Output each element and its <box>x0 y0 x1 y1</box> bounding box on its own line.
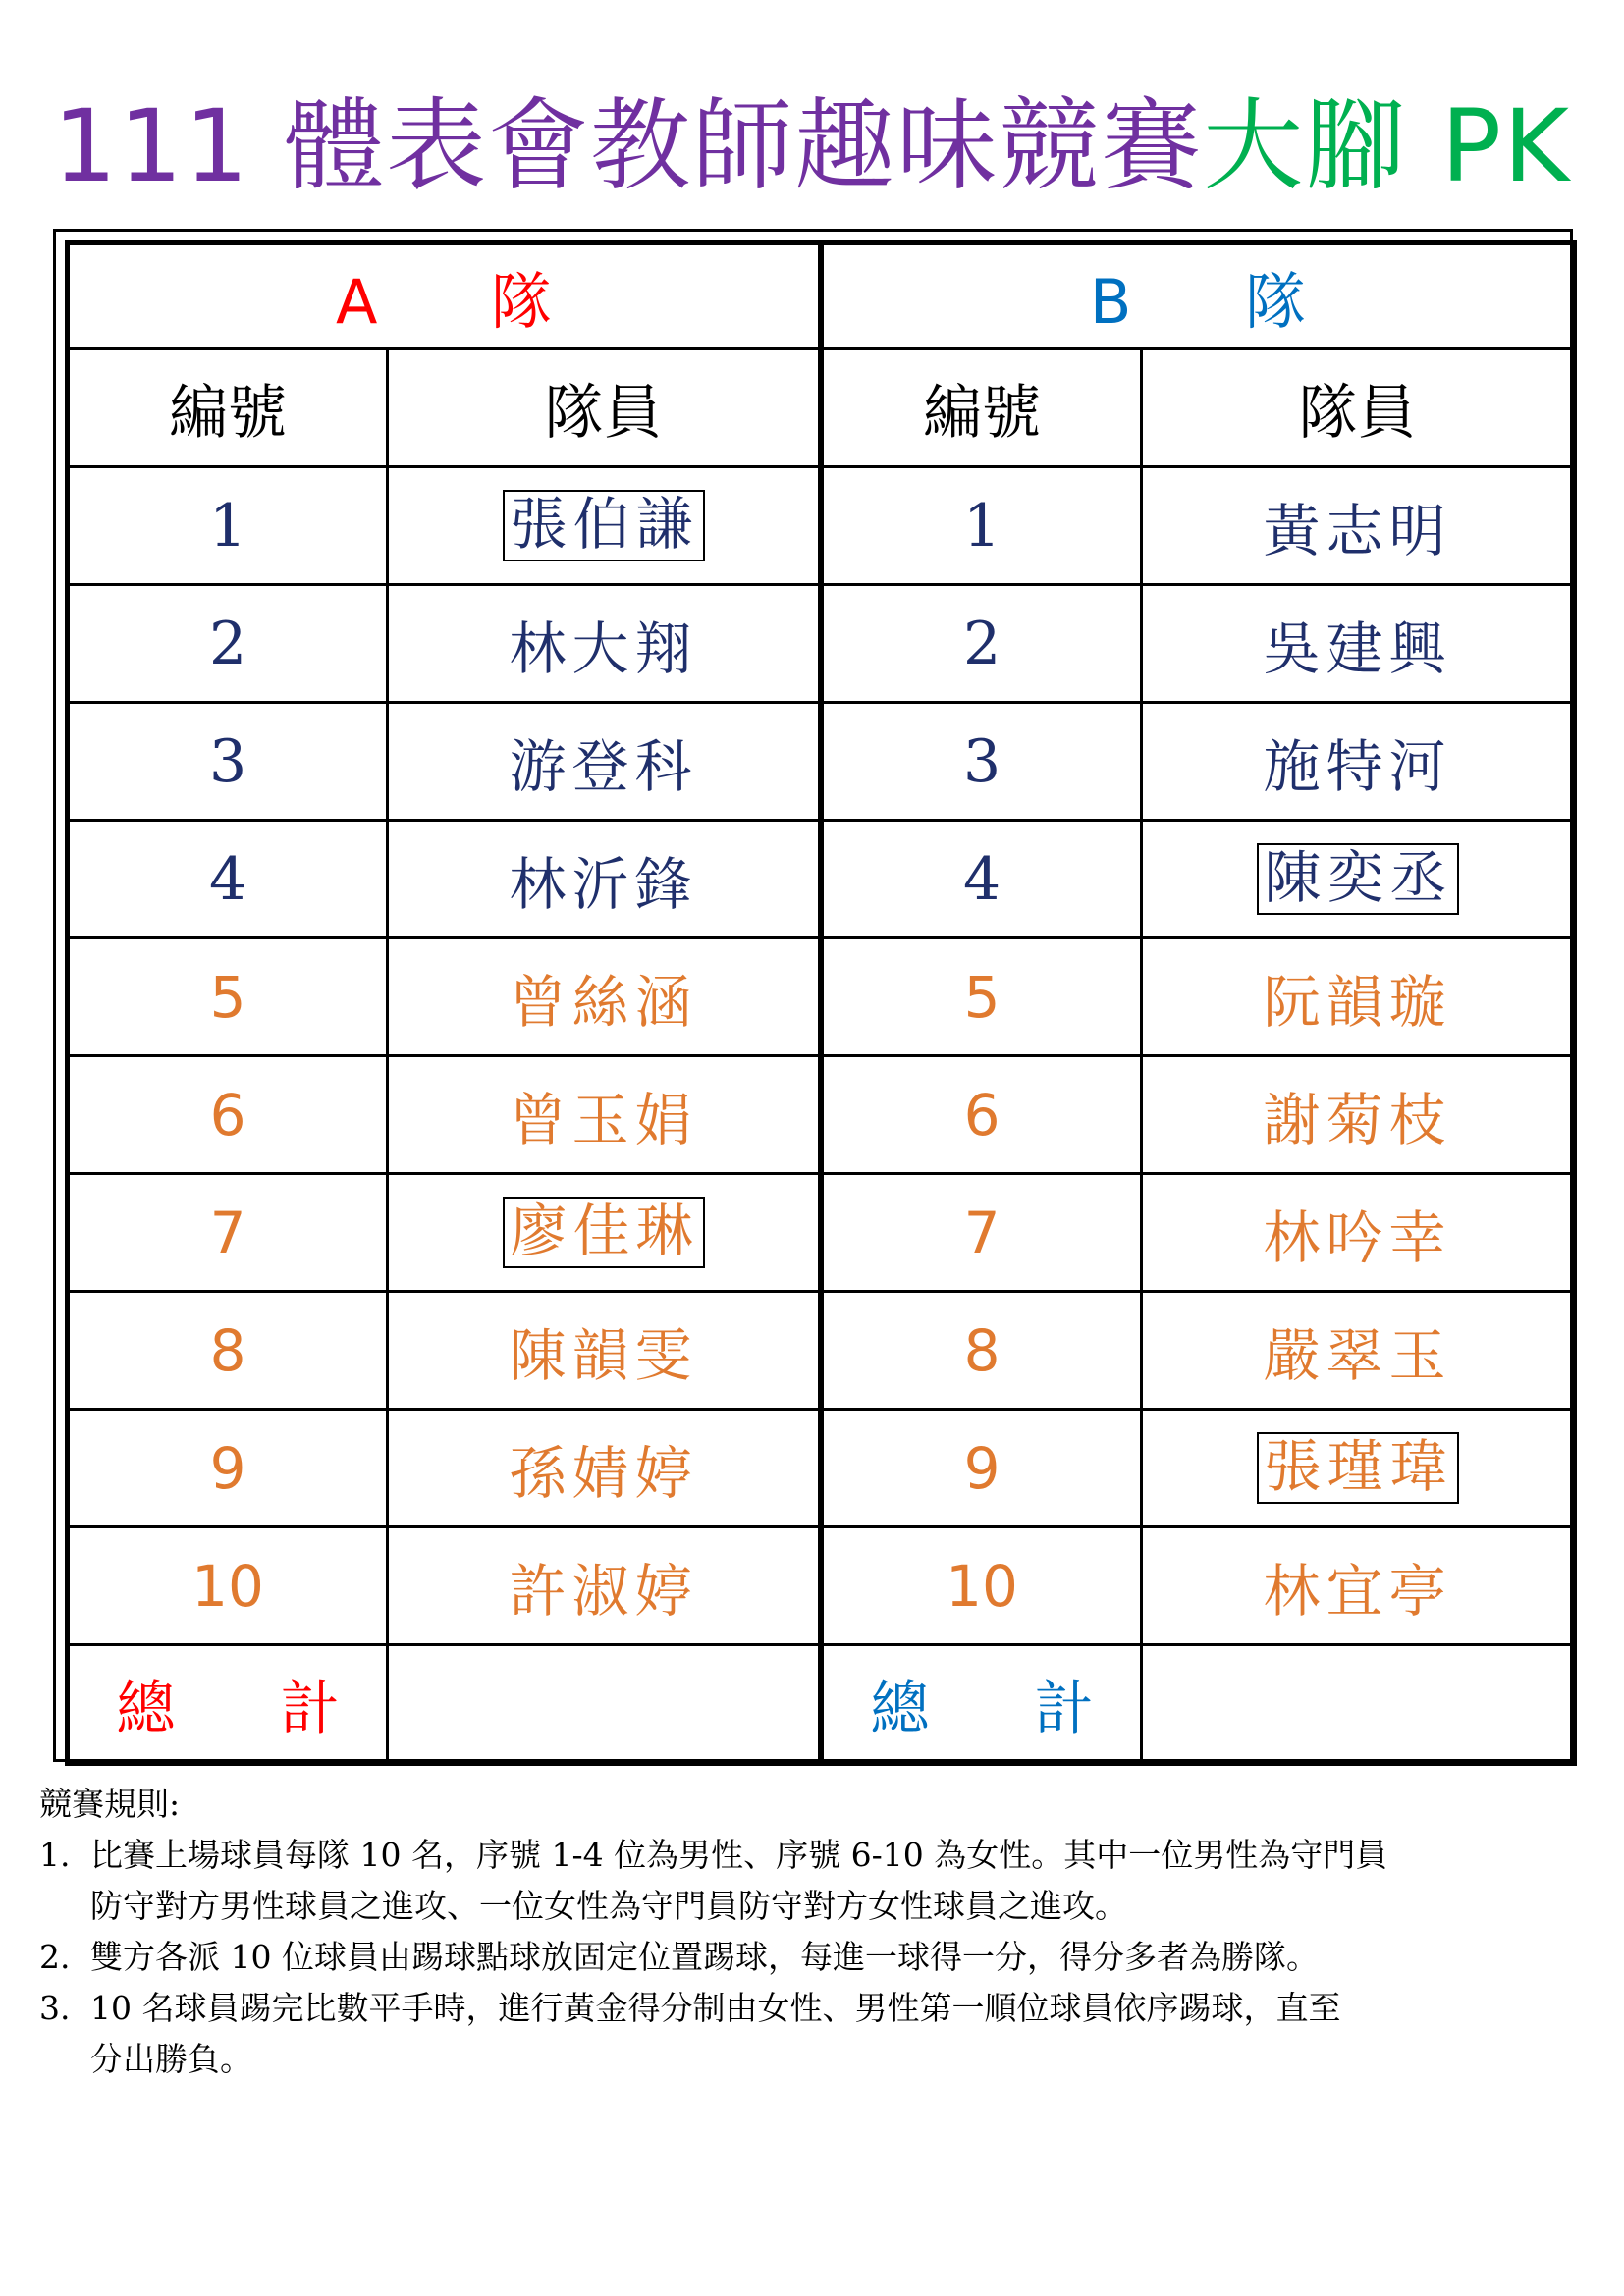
rule-item <box>39 1932 1591 1983</box>
team-a-rows <box>68 467 821 1645</box>
table-row <box>822 1292 1575 1410</box>
member-name: 施特河 <box>1263 732 1452 800</box>
table-row <box>822 1174 1575 1292</box>
rule-number: 3. <box>39 1989 71 2027</box>
member-name-cell <box>1142 585 1575 703</box>
rules-heading: 競賽規則: <box>39 1785 181 1823</box>
rule-number: 2. <box>39 1938 71 1976</box>
team-b-table <box>819 240 1577 1766</box>
member-name: 曾玉娟 <box>509 1086 698 1153</box>
team-a-number-header: 編號 <box>68 349 388 467</box>
table-row <box>68 467 821 585</box>
team-b-rows <box>822 467 1575 1645</box>
table-row <box>822 821 1575 938</box>
title-main: 111 體表會教師趣味競賽 <box>53 88 1204 205</box>
member-name: 游登科 <box>509 732 698 800</box>
member-name: 孫婧婷 <box>509 1439 698 1507</box>
goalkeeper-name: 張伯謙 <box>503 490 705 562</box>
member-name: 黃志明 <box>1263 497 1452 564</box>
member-name-cell <box>388 467 821 585</box>
member-name-cell <box>1142 1174 1575 1292</box>
member-name-cell <box>388 1174 821 1292</box>
rule-item <box>39 1983 1591 2085</box>
team-a-header: A 隊 <box>68 243 821 349</box>
member-name: 陳韻雯 <box>509 1321 698 1389</box>
member-number: 4 <box>822 821 1142 938</box>
title-pk: 大腳 PK <box>1203 88 1571 205</box>
rule-text-line: 10 名球員踢完比數平手時，進行黃金得分制由女性、男性第一順位球員依序踢球，直至 <box>90 1989 1341 2027</box>
goalkeeper-name: 陳奕丞 <box>1257 843 1459 916</box>
member-number: 8 <box>68 1292 388 1410</box>
table-row <box>68 1174 821 1292</box>
member-name-cell <box>1142 1527 1575 1645</box>
member-number: 1 <box>822 467 1142 585</box>
member-name: 許淑婷 <box>509 1557 698 1625</box>
member-name-cell <box>1142 1292 1575 1410</box>
table-row <box>68 1527 821 1645</box>
member-name-cell <box>388 1292 821 1410</box>
member-name: 林大翔 <box>509 614 698 682</box>
team-a-total-label: 總 計 <box>68 1645 388 1764</box>
member-number: 7 <box>68 1174 388 1292</box>
member-name-cell <box>388 1410 821 1527</box>
member-name-cell <box>388 1056 821 1174</box>
member-number: 2 <box>68 585 388 703</box>
member-number: 5 <box>822 938 1142 1056</box>
team-b-header: B 隊 <box>822 243 1575 349</box>
team-a-table <box>65 240 823 1766</box>
table-row <box>822 1527 1575 1645</box>
table-row <box>822 703 1575 821</box>
member-number: 10 <box>822 1527 1142 1645</box>
member-name-cell <box>1142 1410 1575 1527</box>
table-row <box>822 1410 1575 1527</box>
table-row <box>822 1056 1575 1174</box>
member-name-cell <box>1142 467 1575 585</box>
competition-rules <box>39 1779 1591 2085</box>
member-name: 阮韻璇 <box>1263 968 1452 1036</box>
table-row <box>68 703 821 821</box>
team-b-total-label: 總 計 <box>822 1645 1142 1764</box>
member-name-cell <box>1142 938 1575 1056</box>
goalkeeper-name: 張瑾瑋 <box>1257 1432 1459 1505</box>
member-number: 1 <box>68 467 388 585</box>
member-number: 3 <box>68 703 388 821</box>
table-row <box>68 821 821 938</box>
member-number: 9 <box>68 1410 388 1527</box>
member-name: 林宜亭 <box>1263 1557 1452 1625</box>
table-row <box>68 1056 821 1174</box>
rule-item <box>39 1830 1591 1932</box>
member-number: 9 <box>822 1410 1142 1527</box>
rule-text-line: 防守對方男性球員之進攻、一位女性為守門員防守對方女性球員之進攻。 <box>90 1887 1127 1925</box>
goalkeeper-name: 廖佳琳 <box>503 1197 705 1269</box>
team-a-total-value <box>388 1645 821 1764</box>
team-b-member-header: 隊員 <box>1142 349 1575 467</box>
member-name: 謝菊枝 <box>1263 1086 1452 1153</box>
member-name-cell <box>1142 703 1575 821</box>
member-name-cell <box>1142 1056 1575 1174</box>
table-row <box>68 1292 821 1410</box>
member-name: 吳建興 <box>1263 614 1452 682</box>
member-name: 嚴翠玉 <box>1263 1321 1452 1389</box>
rules-list <box>39 1830 1591 2085</box>
member-number: 6 <box>68 1056 388 1174</box>
member-number: 4 <box>68 821 388 938</box>
member-number: 6 <box>822 1056 1142 1174</box>
member-number: 10 <box>68 1527 388 1645</box>
member-name-cell <box>388 1527 821 1645</box>
member-number: 2 <box>822 585 1142 703</box>
table-row <box>68 1410 821 1527</box>
member-name: 林沂鋒 <box>509 850 698 918</box>
member-name-cell <box>1142 821 1575 938</box>
member-number: 7 <box>822 1174 1142 1292</box>
member-name-cell <box>388 938 821 1056</box>
rule-text-line: 比賽上場球員每隊 10 名，序號 1-4 位為男性、序號 6-10 為女性。其中一位男性為守門員 <box>90 1836 1388 1874</box>
rule-text-line: 雙方各派 10 位球員由踢球點球放固定位置踢球，每進一球得一分，得分多者為勝隊。 <box>90 1938 1319 1976</box>
rule-text-line: 分出勝負。 <box>90 2040 252 2078</box>
table-row <box>822 585 1575 703</box>
member-name-cell <box>388 821 821 938</box>
member-name-cell <box>388 703 821 821</box>
member-number: 5 <box>68 938 388 1056</box>
team-a-member-header: 隊員 <box>388 349 821 467</box>
table-row <box>68 938 821 1056</box>
member-name-cell <box>388 585 821 703</box>
table-row <box>68 585 821 703</box>
table-row <box>822 938 1575 1056</box>
member-number: 8 <box>822 1292 1142 1410</box>
member-name: 曾絲涵 <box>509 968 698 1036</box>
member-name: 林吟幸 <box>1263 1203 1452 1271</box>
page-title <box>0 88 1624 206</box>
team-b-number-header: 編號 <box>822 349 1142 467</box>
rule-number: 1. <box>39 1836 71 1874</box>
team-b-total-value <box>1142 1645 1575 1764</box>
member-number: 3 <box>822 703 1142 821</box>
table-row <box>822 467 1575 585</box>
